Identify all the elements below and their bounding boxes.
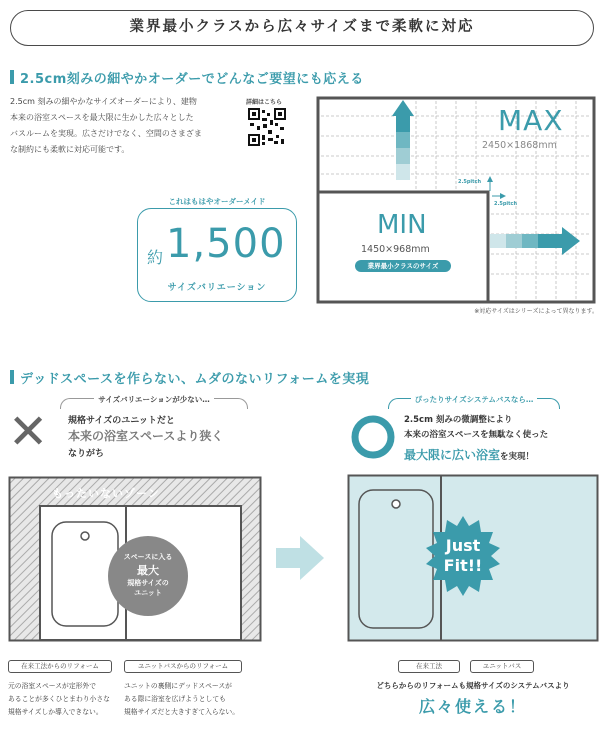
qr-label: 詳細はこちら [246, 99, 283, 106]
text-line: あることが多くひとまわり小さな [8, 695, 110, 703]
min-pill: 業界最小クラスのサイズ [355, 260, 451, 272]
section1-bar [10, 70, 14, 84]
left-line2: 本来の浴室スペースより狭く [68, 429, 224, 443]
just-fit-badge [425, 536, 501, 576]
min-size: 1450×968mm [361, 244, 430, 255]
tag-conventional-reform: 在来工法からのリフォーム [8, 660, 112, 673]
zone-label: もったいないゾーン [52, 487, 160, 500]
right-footer: どちらからのリフォームも規格サイズのシステムバスより [376, 681, 570, 690]
max-label: MAX [498, 104, 564, 137]
right-line1: 2.5cm 刻みの微調整により [404, 415, 513, 425]
qr-code-icon[interactable] [248, 108, 286, 146]
bubble-caption-text: これはもはやオーダーメイド [165, 197, 270, 206]
left-caption-text: サイズバリエーションが少ない… [94, 395, 213, 404]
circle-line: 最大 [137, 564, 159, 577]
right-line2: 本来の浴室スペースを無駄なく使った [404, 430, 549, 440]
left-text1 [8, 680, 110, 719]
circle-line: ユニット [134, 589, 162, 597]
left-line3: なりがち [68, 449, 105, 459]
section1-heading: 2.5cm刻みの細やかオーダーでどんなご要望にも応える [20, 72, 364, 87]
cross-mark-icon: ✕ [8, 404, 49, 460]
transition-arrow-icon [274, 534, 326, 582]
badge-line: Just [445, 536, 481, 555]
bubble-prefix: 約 [147, 248, 164, 267]
tag-unitbath-reform: ユニットバスからのリフォーム [124, 660, 242, 673]
right-footer-big: 広々使える！ [418, 697, 527, 716]
pitch-label-vertical: 2.5pitch [458, 179, 482, 185]
tag-conventional: 在来工法 [398, 660, 460, 673]
body-line: 2.5cm 刻みの細やかなサイズオーダーにより、建物 [10, 97, 197, 106]
section1-body [10, 94, 240, 158]
section2-heading: デッドスペースを作らない、ムダのないリフォームを実現 [20, 372, 370, 387]
text-line: 規格サイズしか導入できない。 [8, 708, 103, 716]
size-note: ※対応サイズはシリーズによって異なります。 [474, 308, 598, 315]
right-caption [388, 395, 560, 409]
circle-line: 規格サイズの [127, 579, 169, 587]
max-size: 2450×1868mm [482, 140, 557, 151]
standard-unit-circle [108, 552, 188, 598]
bubble-subtitle: サイズバリエーション [167, 283, 267, 293]
body-line: な制約にも柔軟に対応可能です。 [10, 145, 130, 154]
bubble-number: 1,500 [166, 221, 286, 267]
right-caption-text: ぴったりサイズシステムバスなら… [411, 395, 538, 404]
right-line3-highlight: 最大限に広い浴室 [404, 448, 501, 462]
pitch-label-horizontal: 2.5pitch [494, 201, 518, 207]
right-line3-tail: を実現！ [500, 452, 535, 462]
badge-line: Fit!! [443, 556, 483, 575]
text-line: ある際に浴室を広げようとしても [124, 695, 226, 703]
right-line3 [404, 444, 534, 463]
tag-unitbath: ユニットバス [470, 660, 534, 673]
left-text2 [124, 680, 239, 719]
circle-mark-icon [350, 414, 396, 460]
text-line: 規格サイズだと大きすぎて入らない。 [124, 708, 240, 716]
page-banner: 業界最小クラスから広々サイズまで柔軟に対応 [10, 10, 594, 46]
section2-bar [10, 370, 14, 384]
text-line: 元の浴室スペースが定形外で [8, 682, 97, 690]
body-line: 本来の浴室スペースを最大限に生かした広々とした [10, 113, 194, 122]
text-line: ユニットの裏側にデッドスペースが [124, 682, 232, 690]
body-line: バスルームを実現。広さだけでなく、空間のさまざま [10, 129, 202, 138]
left-line1: 規格サイズのユニットだと [68, 416, 175, 426]
bubble-caption [137, 196, 297, 207]
left-caption [60, 395, 248, 409]
min-label: MIN [377, 210, 427, 240]
circle-line: スペースに入る [123, 553, 173, 561]
